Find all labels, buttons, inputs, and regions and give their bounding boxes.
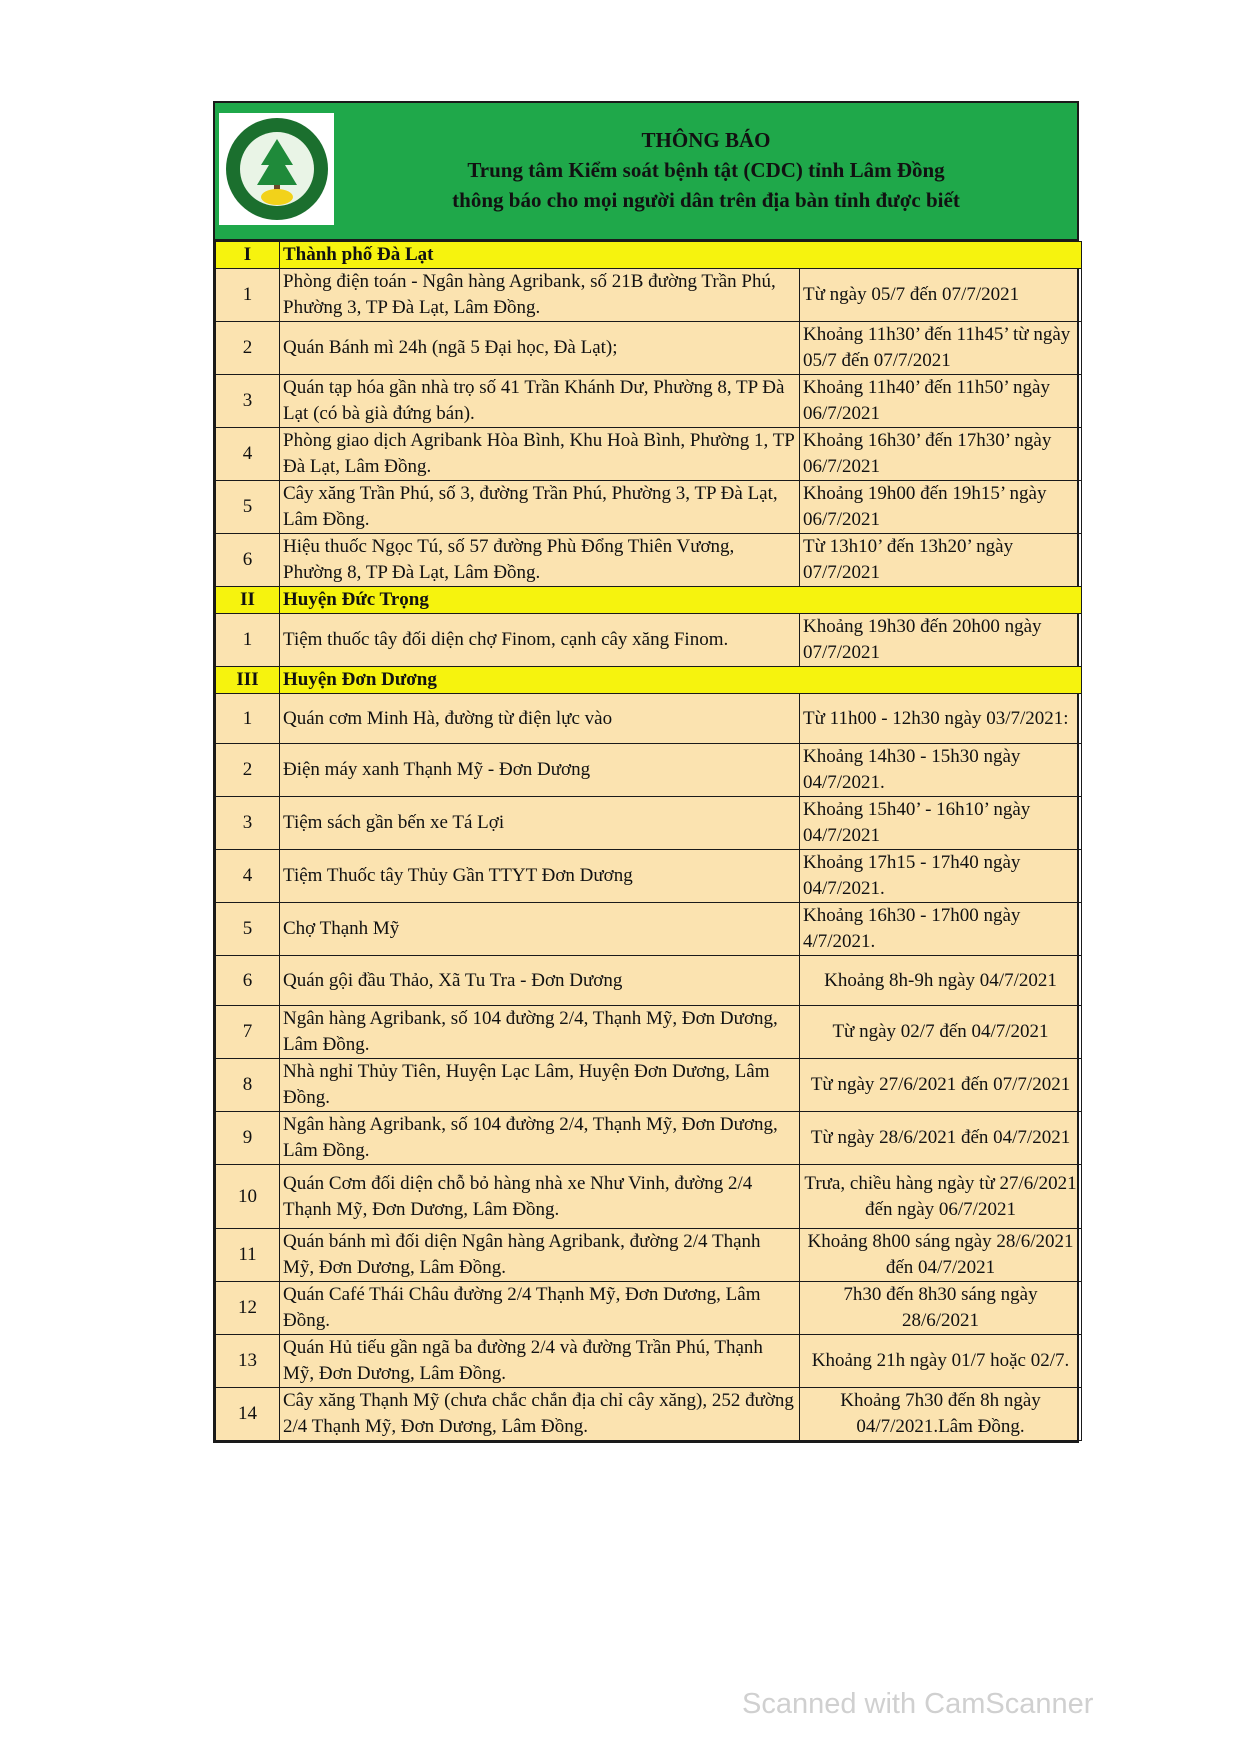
table-row (216, 1165, 1082, 1229)
row-number: 10 (216, 1165, 280, 1229)
location-cell: Hiệu thuốc Ngọc Tú, số 57 đường Phù Đổng Thiên Vương, Phường 8, TP Đà Lạt, Lâm Đồng. (280, 534, 800, 587)
pine-tree-logo-icon (223, 115, 331, 223)
section-row (216, 242, 1082, 269)
location-cell: Tiệm sách gần bến xe Tá Lợi (280, 797, 800, 850)
time-cell: Từ ngày 28/6/2021 đến 04/7/2021 (800, 1112, 1082, 1165)
row-number: 3 (216, 797, 280, 850)
section-number: I (216, 242, 280, 269)
scanner-watermark: Scanned with CamScanner (742, 1688, 1094, 1720)
row-number: 5 (216, 903, 280, 956)
table-row (216, 1282, 1082, 1335)
table-row (216, 322, 1082, 375)
time-cell: 7h30 đến 8h30 sáng ngày 28/6/2021 (800, 1282, 1082, 1335)
notice-sheet (213, 101, 1079, 1443)
notice-subtitle-1: Trung tâm Kiểm soát bệnh tật (CDC) tỉnh Lâm Đồng (467, 158, 945, 182)
time-cell: Từ ngày 05/7 đến 07/7/2021 (800, 269, 1082, 322)
table-row (216, 850, 1082, 903)
time-cell: Từ 11h00 - 12h30 ngày 03/7/2021: (800, 694, 1082, 744)
table-row (216, 1388, 1082, 1441)
row-number: 4 (216, 428, 280, 481)
location-cell: Điện máy xanh Thạnh Mỹ - Đơn Dương (280, 744, 800, 797)
row-number: 5 (216, 481, 280, 534)
header-text (335, 125, 1077, 215)
location-cell: Phòng điện toán - Ngân hàng Agribank, số 21B đường Trần Phú, Phường 3, TP Đà Lạt, Lâm Đồng. (280, 269, 800, 322)
row-number: 9 (216, 1112, 280, 1165)
row-number: 13 (216, 1335, 280, 1388)
time-cell: Khoảng 19h30 đến 20h00 ngày 07/7/2021 (800, 614, 1082, 667)
row-number: 14 (216, 1388, 280, 1441)
cdc-logo (219, 113, 334, 225)
time-cell: Khoảng 16h30 - 17h00 ngày 4/7/2021. (800, 903, 1082, 956)
location-cell: Tiệm thuốc tây đối diện chợ Finom, cạnh cây xăng Finom. (280, 614, 800, 667)
row-number: 7 (216, 1006, 280, 1059)
section-row (216, 667, 1082, 694)
location-cell: Quán gội đầu Thảo, Xã Tu Tra - Đơn Dương (280, 956, 800, 1006)
table-row (216, 1229, 1082, 1282)
location-cell: Quán Bánh mì 24h (ngã 5 Đại học, Đà Lạt); (280, 322, 800, 375)
row-number: 1 (216, 694, 280, 744)
table-row (216, 375, 1082, 428)
location-cell: Tiệm Thuốc tây Thủy Gần TTYT Đơn Dương (280, 850, 800, 903)
row-number: 2 (216, 322, 280, 375)
notice-title: THÔNG BÁO (641, 128, 771, 152)
time-cell: Khoảng 17h15 - 17h40 ngày 04/7/2021. (800, 850, 1082, 903)
row-number: 12 (216, 1282, 280, 1335)
location-cell: Ngân hàng Agribank, số 104 đường 2/4, Thạnh Mỹ, Đơn Dương, Lâm Đồng. (280, 1006, 800, 1059)
row-number: 6 (216, 956, 280, 1006)
location-cell: Cây xăng Thạnh Mỹ (chưa chắc chắn địa chỉ cây xăng), 252 đường 2/4 Thạnh Mỹ, Đơn Dương, Lâm Đồng. (280, 1388, 800, 1441)
table-row (216, 694, 1082, 744)
table-row (216, 797, 1082, 850)
section-name: Thành phố Đà Lạt (280, 242, 1082, 269)
row-number: 11 (216, 1229, 280, 1282)
time-cell: Khoảng 8h-9h ngày 04/7/2021 (800, 956, 1082, 1006)
table-row (216, 428, 1082, 481)
row-number: 2 (216, 744, 280, 797)
location-cell: Phòng giao dịch Agribank Hòa Bình, Khu Hoà Bình, Phường 1, TP Đà Lạt, Lâm Đồng. (280, 428, 800, 481)
time-cell: Từ 13h10’ đến 13h20’ ngày 07/7/2021 (800, 534, 1082, 587)
section-name: Huyện Đơn Dương (280, 667, 1082, 694)
table-row (216, 744, 1082, 797)
location-cell: Chợ Thạnh Mỹ (280, 903, 800, 956)
location-cell: Quán tạp hóa gần nhà trọ số 41 Trần Khánh Dư, Phường 8, TP Đà Lạt (có bà già đứng bán). (280, 375, 800, 428)
table-row (216, 614, 1082, 667)
row-number: 4 (216, 850, 280, 903)
table-row (216, 269, 1082, 322)
location-cell: Quán Cơm đối diện chỗ bỏ hàng nhà xe Như Vinh, đường 2/4 Thạnh Mỹ, Đơn Dương, Lâm Đồng. (280, 1165, 800, 1229)
time-cell: Khoảng 15h40’ - 16h10’ ngày 04/7/2021 (800, 797, 1082, 850)
table-row (216, 1006, 1082, 1059)
time-cell: Khoảng 14h30 - 15h30 ngày 04/7/2021. (800, 744, 1082, 797)
table-row (216, 1335, 1082, 1388)
time-cell: Từ ngày 02/7 đến 04/7/2021 (800, 1006, 1082, 1059)
time-cell: Khoảng 19h00 đến 19h15’ ngày 06/7/2021 (800, 481, 1082, 534)
table-row (216, 534, 1082, 587)
row-number: 1 (216, 614, 280, 667)
row-number: 6 (216, 534, 280, 587)
table-row (216, 1059, 1082, 1112)
section-row (216, 587, 1082, 614)
section-number: III (216, 667, 280, 694)
row-number: 8 (216, 1059, 280, 1112)
location-cell: Nhà nghỉ Thủy Tiên, Huyện Lạc Lâm, Huyện Đơn Dương, Lâm Đồng. (280, 1059, 800, 1112)
time-cell: Khoảng 11h40’ đến 11h50’ ngày 06/7/2021 (800, 375, 1082, 428)
table-row (216, 1112, 1082, 1165)
location-cell: Quán cơm Minh Hà, đường từ điện lực vào (280, 694, 800, 744)
notice-subtitle-2: thông báo cho mọi người dân trên địa bàn tỉnh được biết (452, 188, 960, 212)
table-row (216, 956, 1082, 1006)
row-number: 1 (216, 269, 280, 322)
location-cell: Cây xăng Trần Phú, số 3, đường Trần Phú, Phường 3, TP Đà Lạt, Lâm Đồng. (280, 481, 800, 534)
location-cell: Ngân hàng Agribank, số 104 đường 2/4, Thạnh Mỹ, Đơn Dương, Lâm Đồng. (280, 1112, 800, 1165)
section-name: Huyện Đức Trọng (280, 587, 1082, 614)
notice-header (215, 103, 1077, 241)
row-number: 3 (216, 375, 280, 428)
section-number: II (216, 587, 280, 614)
time-cell: Trưa, chiều hàng ngày từ 27/6/2021 đến ngày 06/7/2021 (800, 1165, 1082, 1229)
location-cell: Quán Café Thái Châu đường 2/4 Thạnh Mỹ, Đơn Dương, Lâm Đồng. (280, 1282, 800, 1335)
table-row (216, 481, 1082, 534)
location-cell: Quán bánh mì đối diện Ngân hàng Agribank, đường 2/4 Thạnh Mỹ, Đơn Dương, Lâm Đồng. (280, 1229, 800, 1282)
time-cell: Từ ngày 27/6/2021 đến 07/7/2021 (800, 1059, 1082, 1112)
table-row (216, 903, 1082, 956)
location-cell: Quán Hủ tiếu gần ngã ba đường 2/4 và đường Trần Phú, Thạnh Mỹ, Đơn Dương, Lâm Đồng. (280, 1335, 800, 1388)
time-cell: Khoảng 8h00 sáng ngày 28/6/2021 đến 04/7/2021 (800, 1229, 1082, 1282)
time-cell: Khoảng 11h30’ đến 11h45’ từ ngày 05/7 đến 07/7/2021 (800, 322, 1082, 375)
time-cell: Khoảng 21h ngày 01/7 hoặc 02/7. (800, 1335, 1082, 1388)
time-cell: Khoảng 16h30’ đến 17h30’ ngày 06/7/2021 (800, 428, 1082, 481)
locations-table (215, 241, 1082, 1441)
time-cell: Khoảng 7h30 đến 8h ngày 04/7/2021.Lâm Đồng. (800, 1388, 1082, 1441)
